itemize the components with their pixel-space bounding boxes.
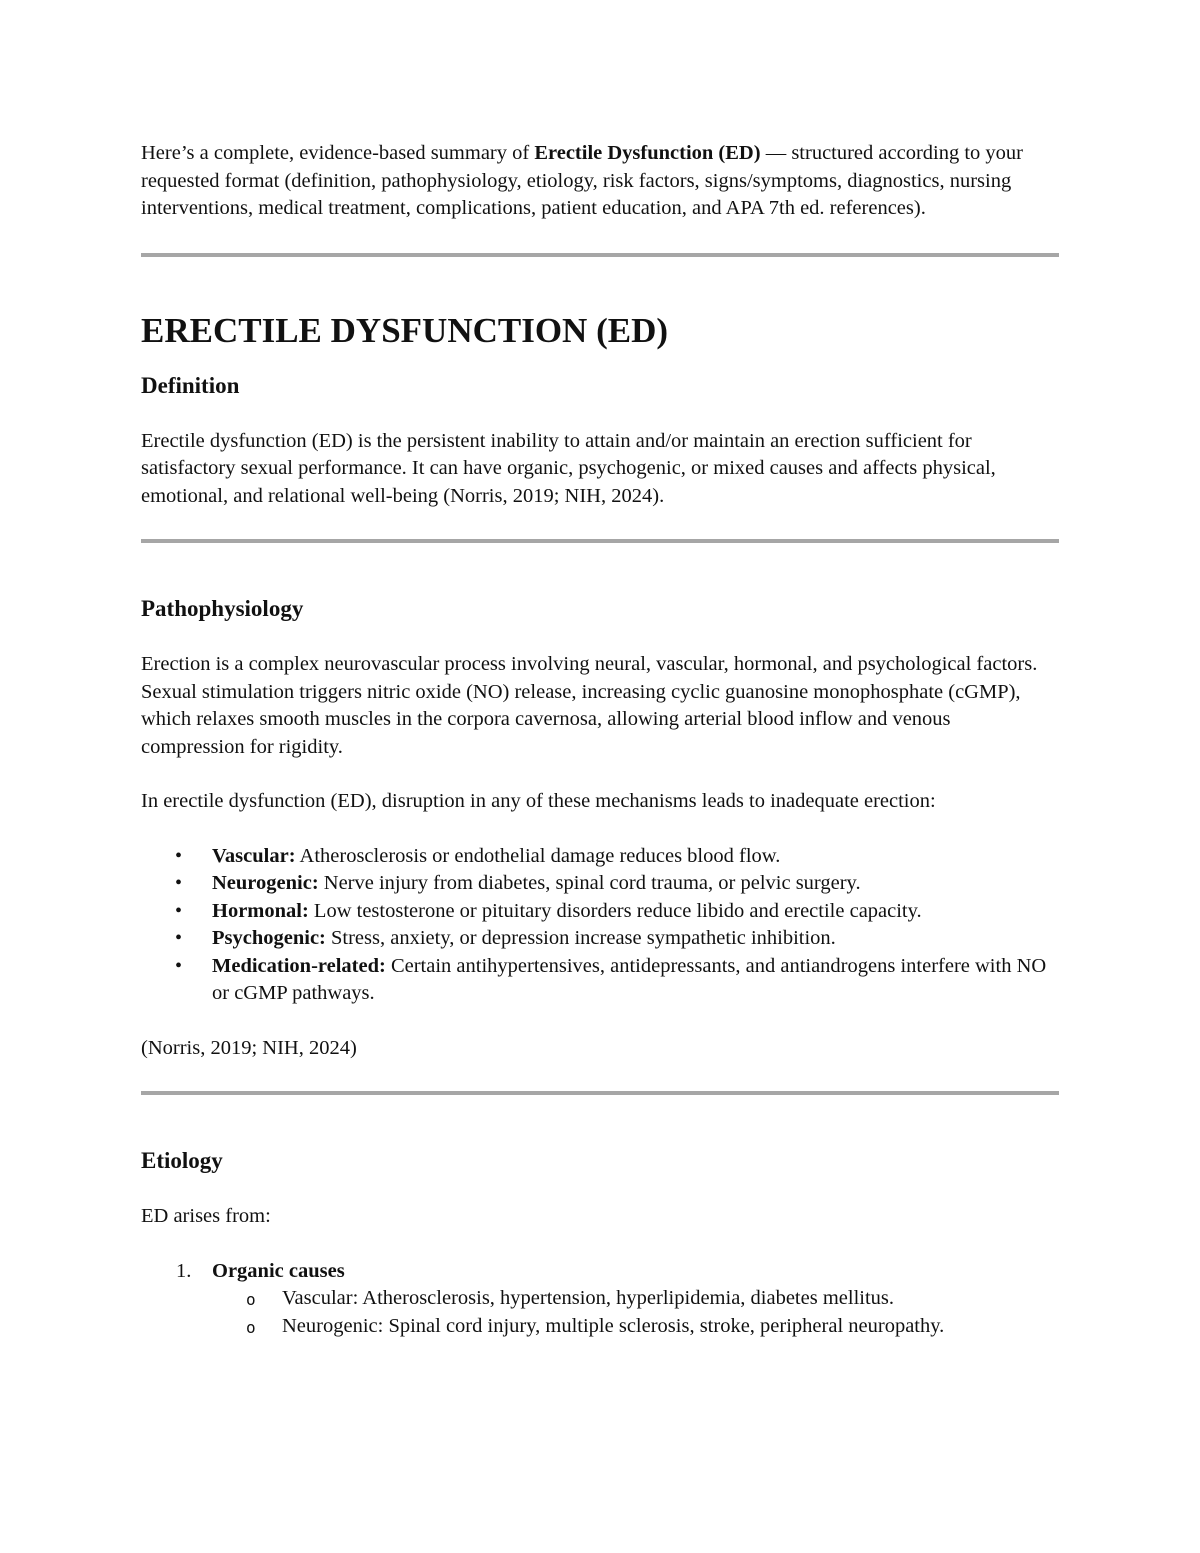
definition-paragraph: Erectile dysfunction (ED) is the persistent inability to attain and/or maintain an erection sufficient for satisfactory sexual performance. It can have organic, psychogenic, or mixed causes and affects physical, emotional, and relational well-being (Norris, 2019; NIH, 2024). <box>141 429 996 507</box>
pathophysiology-paragraph: In erectile dysfunction (ED), disruption in any of these mechanisms leads to inadequate erection: <box>141 790 936 812</box>
document-title: ERECTILE DYSFUNCTION (ED) <box>141 310 669 350</box>
list-item-text: Low testosterone or pituitary disorders reduce libido and erectile capacity. <box>308 899 922 922</box>
sub-list-item <box>212 1285 1059 1313</box>
sub-bullet-icon: o <box>246 1290 256 1309</box>
bullet-icon: • <box>175 927 183 949</box>
list-item-text: Nerve injury from diabetes, spinal cord trauma, or pelvic surgery. <box>318 872 861 894</box>
list-item-text: Stress, anxiety, or depression increase sympathetic inhibition. <box>325 927 836 949</box>
document-page <box>141 140 1059 1340</box>
sub-list-item <box>212 1313 1059 1341</box>
horizontal-rule <box>141 253 1059 257</box>
list-item-text: Atherosclerosis or endothelial damage reduces blood flow. <box>295 844 781 867</box>
intro-bold-topic: Erectile Dysfunction (ED) <box>534 142 761 164</box>
list-item <box>141 953 1059 1008</box>
bullet-icon: • <box>175 844 183 867</box>
etiology-list <box>141 1258 1059 1341</box>
list-item-label: Medication-related: <box>212 954 386 977</box>
sub-list <box>212 1285 1059 1340</box>
horizontal-rule <box>141 539 1059 543</box>
bullet-icon: • <box>175 899 183 922</box>
list-item-label: Psychogenic: <box>212 927 326 949</box>
list-item <box>141 1258 1059 1341</box>
section-heading-pathophysiology: Pathophysiology <box>141 596 304 621</box>
list-item <box>141 870 1059 898</box>
intro-text-end: — structured according to your requested format (definition, pathophysiology, etiology, risk factors, signs/symptoms, diagnostics, nursing interventions, medical treatment, complications, patient education, and APA 7th ed. references). <box>141 142 1023 219</box>
etiology-lead: ED arises from: <box>141 1205 271 1227</box>
list-item-label: Vascular: <box>212 844 296 867</box>
list-item <box>141 898 1059 926</box>
list-number: 1. <box>176 1259 192 1282</box>
sub-list-item-text: Vascular: Atherosclerosis, hypertension, hyperlipidemia, diabetes mellitus. <box>282 1287 895 1309</box>
horizontal-rule <box>141 1091 1059 1095</box>
section-heading-etiology: Etiology <box>141 1148 223 1173</box>
sub-bullet-icon: o <box>246 1317 256 1337</box>
list-item-label: Neurogenic: <box>212 872 319 894</box>
citation-text: (Norris, 2019; NIH, 2024) <box>141 1036 357 1059</box>
section-heading-definition: Definition <box>141 372 240 398</box>
list-item <box>141 925 1059 953</box>
list-item-label: Organic causes <box>212 1259 345 1282</box>
list-item-text: Certain antihypertensives, antidepressants, and antiandrogens interfere with NO or cGMP pathways. <box>212 954 1047 1004</box>
pathophysiology-paragraph: Erection is a complex neurovascular process involving neural, vascular, hormonal, and psychological factors. Sexual stimulation triggers nitric oxide (NO) release, increasing cyclic guanosine monophosphate (cGMP), which relaxes smooth muscles in the corpora cavernosa, allowing arterial blood inflow and venous compression for rigidity. <box>141 653 1038 758</box>
list-item <box>141 843 1059 871</box>
intro-text-start: Here’s a complete, evidence-based summary of <box>141 142 535 164</box>
mechanism-list <box>141 843 1059 1008</box>
list-item-label: Hormonal: <box>212 899 309 922</box>
bullet-icon: • <box>175 954 183 977</box>
bullet-icon: • <box>175 872 183 894</box>
sub-list-item-text: Neurogenic: Spinal cord injury, multiple sclerosis, stroke, peripheral neuropathy. <box>282 1314 945 1337</box>
intro-paragraph <box>141 140 1059 223</box>
